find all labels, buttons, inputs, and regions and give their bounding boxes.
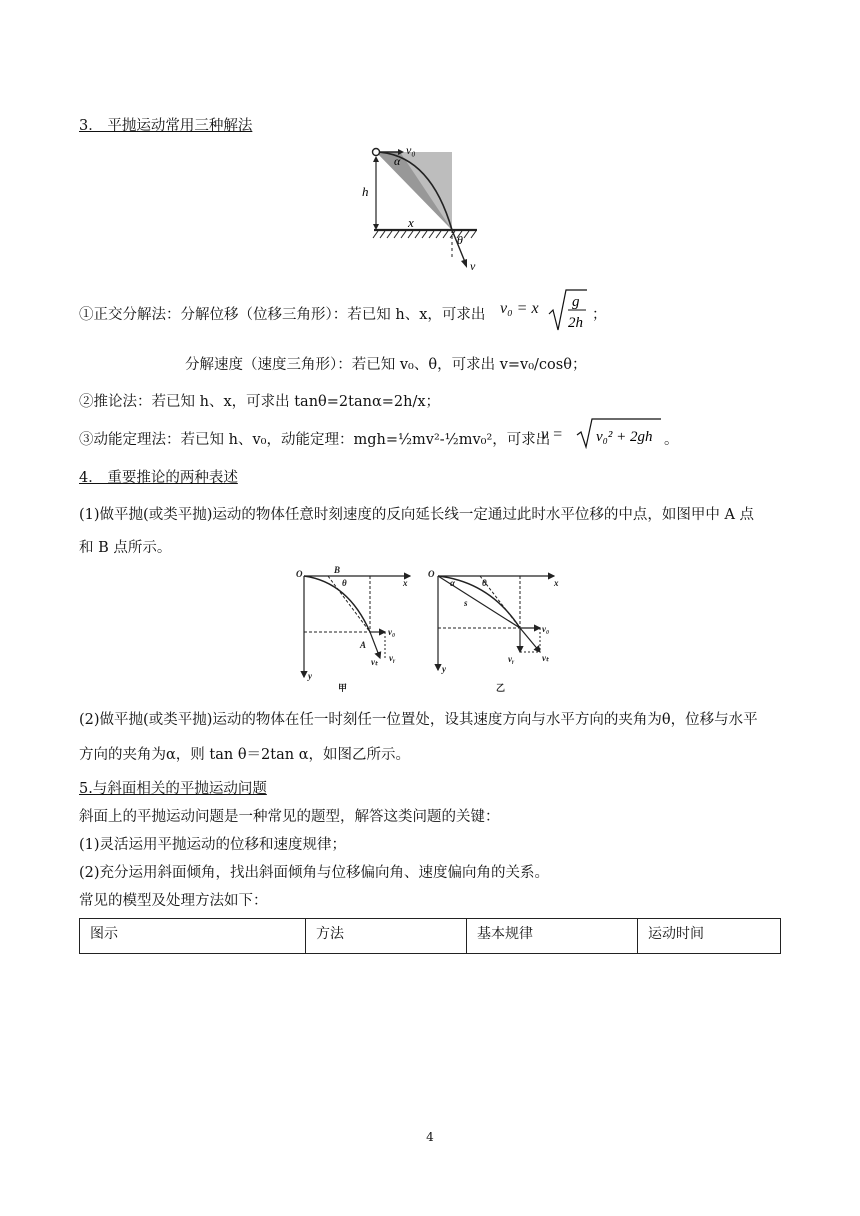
model-table bbox=[79, 918, 781, 954]
yi-label-v0: v₀ bbox=[542, 624, 550, 634]
jia-label-theta: θ bbox=[342, 578, 347, 588]
start-point bbox=[373, 149, 380, 156]
diagram-jia bbox=[296, 565, 410, 693]
label-v: v bbox=[470, 259, 476, 273]
para-1-line-1: (1)做平抛(或类平抛)运动的物体任意时刻速度的反向延长线一定通过此时水平位移的中点，如图甲中 A 点 bbox=[79, 507, 755, 523]
yi-label-alpha: α bbox=[450, 578, 455, 588]
yi-label-y: y bbox=[442, 664, 446, 674]
yi-label-theta: θ bbox=[482, 578, 487, 588]
para-2-line-1: (2)做平抛(或类平抛)运动的物体在任一时刻任一位置处，设其速度方向与水平方向的夹角为θ，位移与水平 bbox=[79, 712, 758, 728]
method-1-label: ①正交分解法：分解位移（位移三角形）：若已知 h、x，可求出 bbox=[79, 307, 486, 323]
jia-label-vy: vᵧ bbox=[389, 653, 396, 663]
method-3-text: ③动能定理法：若已知 h、v₀，动能定理：mgh=½mv²-½mv₀²，可求出 bbox=[79, 432, 551, 448]
formula-v0-numerator: g bbox=[572, 294, 580, 310]
yi-label-vt: vₜ bbox=[542, 653, 549, 663]
formula-v0-denominator: 2h bbox=[568, 315, 583, 331]
table-header-cell: 基本规律 bbox=[467, 919, 638, 954]
method-3-end: 。 bbox=[664, 432, 679, 448]
label-alpha: α bbox=[394, 154, 401, 168]
label-h: h bbox=[362, 184, 369, 199]
formula-v-lhs: v = bbox=[541, 426, 563, 443]
para-6: 常见的模型及处理方法如下： bbox=[79, 893, 268, 909]
section-5-title: 5.与斜面相关的平抛运动问题 bbox=[79, 781, 267, 797]
yi-label-s: s bbox=[464, 598, 468, 608]
para-4: (1)灵活运用平抛运动的位移和速度规律； bbox=[79, 837, 347, 853]
para-2-line-2: 方向的夹角为α，则 tan θ＝2tan α，如图乙所示。 bbox=[79, 747, 410, 763]
jia-label-v0: v₀ bbox=[388, 627, 396, 637]
method-1b-text: 分解速度（速度三角形）：若已知 v₀、θ，可求出 v=v₀/cosθ； bbox=[185, 357, 587, 373]
table-header-cell: 方法 bbox=[306, 919, 467, 954]
label-theta: θ bbox=[457, 233, 463, 247]
formula-v-radical bbox=[576, 417, 662, 449]
jia-caption: 甲 bbox=[338, 683, 348, 693]
yi-label-x: x bbox=[554, 578, 559, 588]
table-header-cell: 运动时间 bbox=[638, 919, 781, 954]
label-v0: v₀ bbox=[406, 143, 416, 157]
method-1-text bbox=[79, 303, 485, 324]
formula-v0 bbox=[500, 300, 539, 318]
section-4-title: 4． 重要推论的两种表述 bbox=[79, 470, 238, 486]
jia-label-B: B bbox=[334, 565, 341, 575]
projectile-diagram bbox=[360, 140, 490, 275]
formula-v0-lhs: v₀ = x bbox=[500, 300, 539, 317]
inference-diagrams bbox=[290, 562, 570, 694]
yi-label-O: O bbox=[428, 569, 435, 579]
label-x: x bbox=[408, 215, 414, 230]
para-3: 斜面上的平抛运动问题是一种常见的题型，解答这类问题的关键： bbox=[79, 809, 500, 825]
formula-v0-radical bbox=[548, 288, 588, 334]
method-1-end: ； bbox=[592, 307, 607, 323]
section-3-title: 3． 平抛运动常用三种解法 bbox=[79, 118, 253, 134]
yi-caption: 乙 bbox=[496, 683, 506, 693]
method-2-text: ②推论法：若已知 h、x，可求出 tanθ=2tanα=2h/x； bbox=[79, 394, 441, 410]
yi-label-vy: vᵧ bbox=[508, 654, 515, 664]
jia-label-x: x bbox=[403, 578, 408, 588]
jia-label-O: O bbox=[296, 569, 303, 579]
table-header-cell: 图示 bbox=[80, 919, 306, 954]
table-header-row bbox=[80, 919, 781, 954]
jia-label-vt: vₜ bbox=[371, 657, 378, 667]
diagram-yi bbox=[428, 569, 559, 693]
page-number: 4 bbox=[426, 1130, 434, 1144]
para-1-line-2: 和 B 点所示。 bbox=[79, 540, 172, 556]
jia-label-A: A bbox=[360, 640, 367, 650]
para-5: (2)充分运用斜面倾角，找出斜面倾角与位移偏向角、速度偏向角的关系。 bbox=[79, 865, 550, 881]
formula-v-radicand: v₀² + 2gh bbox=[596, 429, 653, 445]
jia-label-y: y bbox=[308, 671, 312, 681]
